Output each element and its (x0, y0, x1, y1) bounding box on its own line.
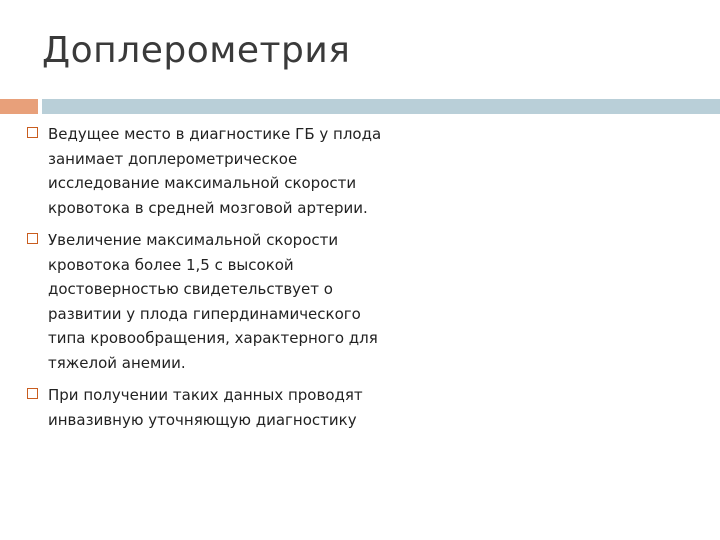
hollow-square-icon (27, 127, 38, 138)
title-divider-bar (42, 99, 720, 114)
bullet-item (0, 228, 720, 375)
title-divider-accent (0, 99, 38, 114)
bullet-item (0, 383, 720, 432)
bullet-text: Ведущее место в диагностике ГБ у плода занимает доплерометрическое исследование максимальной скорости кровотока в средней мозговой артерии. (48, 125, 382, 217)
bullet-list (0, 122, 720, 440)
slide-title: Доплерометрия (42, 30, 351, 71)
bullet-item (0, 122, 720, 220)
bullet-text: Увеличение максимальной скорости кровотока более 1,5 с высокой достоверностью свидетельствует о развитии у плода гипердинамического типа кровообращения, характерного для тяжелой анемии. (48, 231, 378, 372)
hollow-square-icon (27, 388, 38, 399)
bullet-text: При получении таких данных проводят инвазивную уточняющую диагностику (48, 386, 363, 429)
hollow-square-icon (27, 233, 38, 244)
